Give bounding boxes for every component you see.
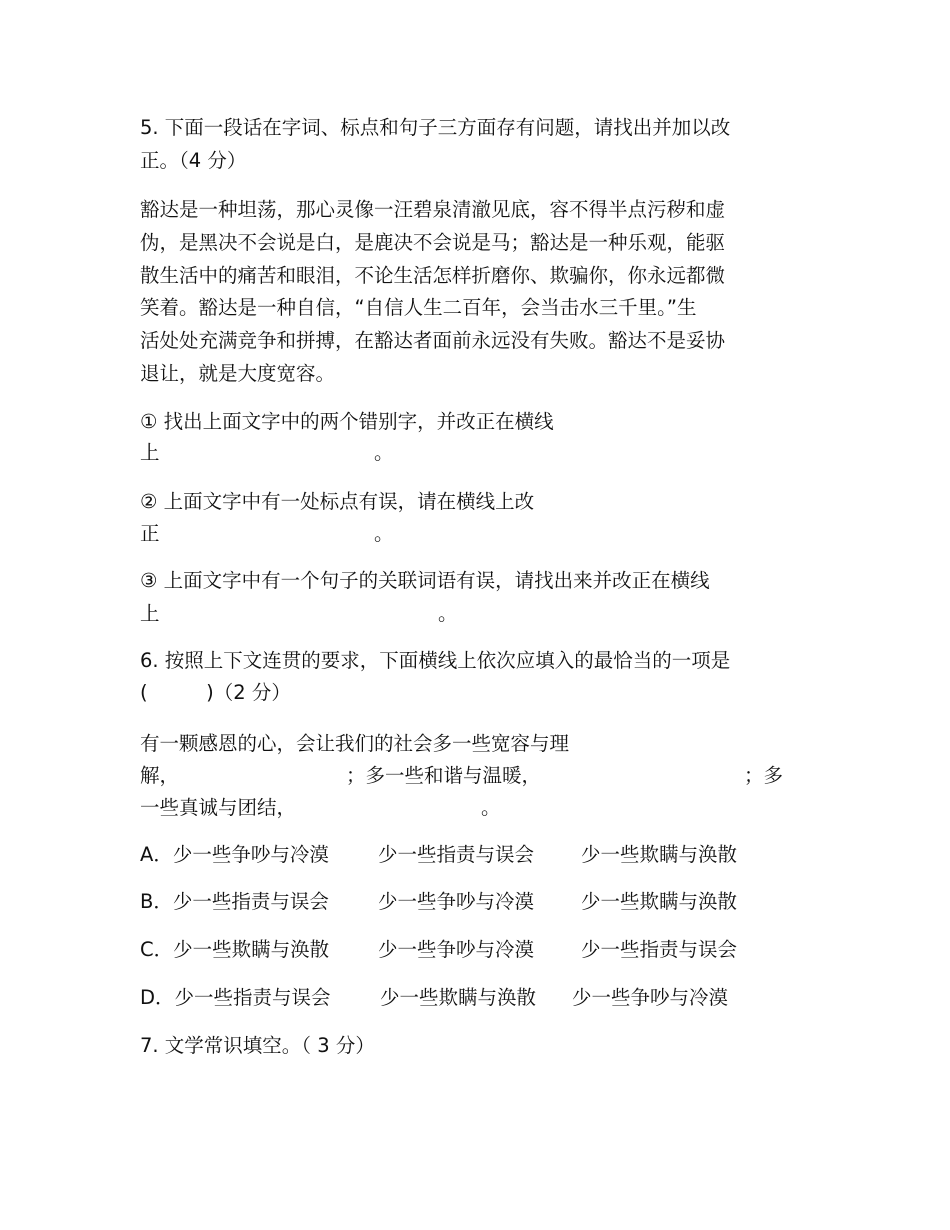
q6-title-line2: ( )（2 分）	[140, 681, 291, 704]
q6-option-d-part3: 少一些争吵与冷漠	[572, 986, 729, 1009]
q6-passage-line1: 有一颗感恩的心，会让我们的社会多一些宽容与理	[140, 732, 570, 755]
q5-sub1-line1: ① 找出上面文字中的两个错别字，并改正在横线	[140, 410, 554, 433]
q7-title: 7. 文学常识填空。（ 3 分）	[140, 1034, 375, 1057]
q6-option-d-part2: 少一些欺瞒与涣散	[380, 986, 537, 1009]
q6-option-b-part2: 少一些争吵与冷漠	[378, 890, 535, 913]
q5-sub1-end: 。	[374, 441, 394, 464]
q5-passage-line: 活处处充满竞争和拼搏，在豁达者面前永远没有失败。豁达不是妥协	[140, 329, 726, 352]
q6-passage-line3b: 。	[481, 796, 501, 819]
q6-option-a: A．少一些争吵与冷漠	[140, 843, 329, 866]
q6-option-b-part3: 少一些欺瞒与涣散	[581, 890, 738, 913]
q6-option-c-part3: 少一些指责与误会	[581, 938, 738, 961]
q5-sub3-end: 。	[438, 602, 458, 625]
q5-sub2-line1: ② 上面文字中有一处标点有误，请在横线上改	[140, 490, 535, 513]
q5-sub2-end: 。	[374, 522, 394, 545]
q5-passage-line: 豁达是一种坦荡，那心灵像一汪碧泉清澈见底，容不得半点污秽和虚	[140, 198, 726, 221]
q5-passage-line: 散生活中的痛苦和眼泪，不论生活怎样折磨你、欺骗你，你永远都微	[140, 264, 726, 287]
q5-title-line2: 正。（4 分）	[140, 149, 247, 172]
q5-passage-line: 伪，是黑决不会说是白，是鹿决不会说是马；豁达是一种乐观，能驱	[140, 231, 726, 254]
q5-sub3-line2: 上	[140, 602, 160, 625]
q6-passage-line2a: 解，	[140, 764, 180, 787]
q6-passage-line2c: ；多	[744, 764, 784, 787]
q6-option-c: C．少一些欺瞒与涣散	[140, 938, 330, 961]
q6-option-b: B．少一些指责与误会	[140, 890, 329, 913]
q6-option-a-part2: 少一些指责与误会	[378, 843, 535, 866]
q6-passage-line2b: ；多一些和谐与温暖，	[346, 764, 542, 787]
q5-sub2-line2: 正	[140, 522, 160, 545]
q6-option-c-part2: 少一些争吵与冷漠	[378, 938, 535, 961]
q6-title-line1: 6. 按照上下文连贯的要求，下面横线上依次应填入的最恰当的一项是	[140, 649, 731, 672]
q6-option-d: D．少一些指责与误会	[140, 986, 331, 1009]
q6-option-a-part3: 少一些欺瞒与涣散	[581, 843, 738, 866]
q5-sub1-line2: 上	[140, 441, 160, 464]
q5-sub3-line1: ③ 上面文字中有一个句子的关联词语有误，请找出来并改正在横线	[140, 569, 710, 592]
q5-title-line1: 5. 下面一段话在字词、标点和句子三方面存有问题，请找出并加以改	[140, 116, 731, 139]
q5-passage-line: 退让，就是大度宽容。	[140, 362, 336, 385]
q6-passage-line3a: 一些真诚与团结，	[140, 796, 297, 819]
q5-passage-line: 笑着。豁达是一种自信，“自信人生二百年，会当击水三千里。”生	[140, 296, 697, 319]
